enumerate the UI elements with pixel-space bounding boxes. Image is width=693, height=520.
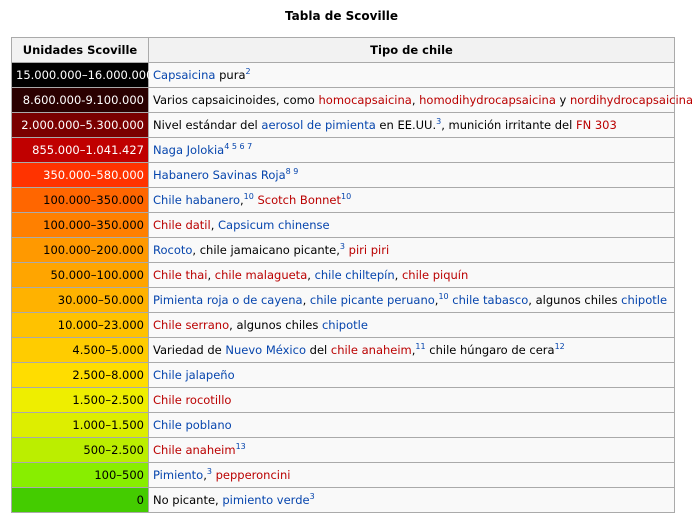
- description-text: ,: [307, 268, 315, 282]
- scoville-range: 0: [12, 488, 149, 513]
- reference-link[interactable]: 12: [554, 342, 565, 352]
- table-caption: Tabla de Scoville: [285, 9, 398, 23]
- chile-description: [149, 488, 675, 513]
- article-link[interactable]: Habanero Savinas Roja: [153, 168, 286, 182]
- missing-article-link[interactable]: Chile serrano: [153, 318, 230, 332]
- chile-description: [149, 438, 675, 463]
- description-text: ,: [203, 468, 207, 482]
- article-link[interactable]: Naga Jolokia: [153, 143, 225, 157]
- scoville-range: 100.000–350.000: [12, 213, 149, 238]
- missing-article-link[interactable]: nordihydrocapsaicina: [570, 93, 693, 107]
- header-chile-type: Tipo de chile: [149, 38, 675, 63]
- scoville-range: 2.000.000–5.300.000: [12, 113, 149, 138]
- chile-description: [149, 338, 675, 363]
- reference-link[interactable]: 8 9: [285, 167, 299, 177]
- table-row: [12, 188, 675, 213]
- description-text: ,: [240, 193, 244, 207]
- scoville-range: 30.000–50.000: [12, 288, 149, 313]
- chile-description: [149, 413, 675, 438]
- missing-article-link[interactable]: piri piri: [348, 243, 390, 257]
- reference-link[interactable]: 10: [438, 292, 449, 302]
- article-link[interactable]: chile tabasco: [452, 293, 529, 307]
- missing-article-link[interactable]: Chile anaheim: [153, 443, 236, 457]
- missing-article-link[interactable]: chile anaheim: [330, 343, 412, 357]
- scoville-range: 855.000–1.041.427: [12, 138, 149, 163]
- missing-article-link[interactable]: Chile datil: [153, 218, 211, 232]
- description-text: Variedad de: [153, 343, 226, 357]
- article-link[interactable]: chipotle: [621, 293, 668, 307]
- table-row: [12, 338, 675, 363]
- reference-link[interactable]: 3: [206, 467, 212, 477]
- description-text: No picante,: [153, 493, 223, 507]
- article-link[interactable]: Rocoto: [153, 243, 193, 257]
- table-row: [12, 313, 675, 338]
- chile-description: [149, 363, 675, 388]
- description-text: , chile jamaicano picante,: [192, 243, 340, 257]
- chile-description: [149, 138, 675, 163]
- scoville-range: 1.000–1.500: [12, 413, 149, 438]
- table-header-row: [12, 38, 675, 63]
- reference-link[interactable]: 10: [341, 192, 352, 202]
- description-text: en EE.UU.: [375, 118, 437, 132]
- description-text: pura: [215, 68, 246, 82]
- reference-link[interactable]: 2: [245, 67, 251, 77]
- chile-description: [149, 188, 675, 213]
- table-row: [12, 163, 675, 188]
- table-row: [12, 488, 675, 513]
- table-row: [12, 363, 675, 388]
- description-text: del: [305, 343, 331, 357]
- table-row: [12, 288, 675, 313]
- reference-link[interactable]: 3: [309, 492, 315, 502]
- chile-description: [149, 388, 675, 413]
- header-units: Unidades Scoville: [12, 38, 149, 63]
- chile-description: [149, 263, 675, 288]
- chile-description: [149, 288, 675, 313]
- table-row: [12, 113, 675, 138]
- scoville-range: 1.500–2.500: [12, 388, 149, 413]
- description-text: ,: [411, 343, 416, 357]
- article-link[interactable]: Chile poblano: [153, 418, 232, 432]
- article-link[interactable]: chile chiltepín: [314, 268, 395, 282]
- description-text: y: [555, 93, 570, 107]
- description-text: chile húngaro de cera: [425, 343, 555, 357]
- chile-description: [149, 238, 675, 263]
- scoville-table: [11, 37, 693, 513]
- missing-article-link[interactable]: chile malagueta: [214, 268, 308, 282]
- description-text: ,: [207, 268, 215, 282]
- table-row: [12, 388, 675, 413]
- reference-link[interactable]: 3: [339, 242, 345, 252]
- missing-article-link[interactable]: homocapsaicina: [318, 93, 412, 107]
- table-row: [12, 438, 675, 463]
- scoville-range: 500–2.500: [12, 438, 149, 463]
- description-text: ,: [434, 293, 439, 307]
- missing-article-link[interactable]: Chile rocotillo: [153, 393, 232, 407]
- article-link[interactable]: chile picante peruano: [309, 293, 435, 307]
- description-text: ,: [302, 293, 310, 307]
- table-body: [12, 63, 693, 513]
- article-link[interactable]: Pimiento: [153, 468, 204, 482]
- chile-description: [149, 313, 675, 338]
- description-text: Nivel estándar del: [153, 118, 262, 132]
- table-row: [12, 88, 675, 113]
- description-text: , munición irritante del: [441, 118, 576, 132]
- table-row: [12, 138, 675, 163]
- description-text: , algunos chiles: [528, 293, 622, 307]
- reference-link[interactable]: 3: [436, 117, 442, 127]
- table-row: [12, 213, 675, 238]
- scoville-range: 15.000.000–16.000.000: [12, 63, 149, 88]
- article-link[interactable]: pimiento verde: [222, 493, 310, 507]
- article-link[interactable]: Capsicum chinense: [218, 218, 330, 232]
- description-text: , algunos chiles: [229, 318, 322, 332]
- description-text: ,: [411, 93, 420, 107]
- reference-link[interactable]: 10: [243, 192, 254, 202]
- description-text: Varios capsaicinoides, como: [153, 93, 319, 107]
- chile-description: [149, 88, 693, 113]
- reference-link[interactable]: 11: [415, 342, 426, 352]
- scoville-range: 50.000–100.000: [12, 263, 149, 288]
- missing-article-link[interactable]: Chile thai: [153, 268, 208, 282]
- reference-link[interactable]: 13: [235, 442, 246, 452]
- scoville-range: 10.000–23.000: [12, 313, 149, 338]
- missing-article-link[interactable]: homodihydrocapsaicina: [419, 93, 556, 107]
- description-text: ,: [210, 218, 218, 232]
- table-row: [12, 238, 675, 263]
- scoville-range: 100–500: [12, 463, 149, 488]
- article-link[interactable]: Chile jalapeño: [153, 368, 235, 382]
- missing-article-link[interactable]: pepperoncini: [215, 468, 291, 482]
- article-link[interactable]: chipotle: [321, 318, 368, 332]
- scoville-range: 2.500–8.000: [12, 363, 149, 388]
- scoville-range: 4.500–5.000: [12, 338, 149, 363]
- missing-article-link[interactable]: FN 303: [575, 118, 617, 132]
- chile-description: [149, 213, 675, 238]
- article-link[interactable]: aerosol de pimienta: [261, 118, 376, 132]
- scoville-range: 350.000–580.000: [12, 163, 149, 188]
- chile-description: [149, 113, 675, 138]
- table-row: [12, 413, 675, 438]
- scoville-range: 8.600.000-9.100.000: [12, 88, 149, 113]
- missing-article-link[interactable]: chile piquín: [401, 268, 469, 282]
- article-link[interactable]: Pimienta roja o de cayena: [153, 293, 303, 307]
- chile-description: [149, 63, 675, 88]
- reference-link[interactable]: 4 5 6 7: [224, 142, 253, 152]
- table-row: [12, 463, 675, 488]
- table-row: [12, 63, 675, 88]
- article-link[interactable]: Chile habanero: [153, 193, 240, 207]
- missing-article-link[interactable]: Scotch Bonnet: [257, 193, 342, 207]
- chile-description: [149, 163, 675, 188]
- table-row: [12, 263, 675, 288]
- article-link[interactable]: Capsaicina: [153, 68, 216, 82]
- description-text: ,: [394, 268, 402, 282]
- scoville-range: 100.000–200.000: [12, 238, 149, 263]
- article-link[interactable]: Nuevo México: [225, 343, 306, 357]
- chile-description: [149, 463, 675, 488]
- scoville-range: 100.000–350.000: [12, 188, 149, 213]
